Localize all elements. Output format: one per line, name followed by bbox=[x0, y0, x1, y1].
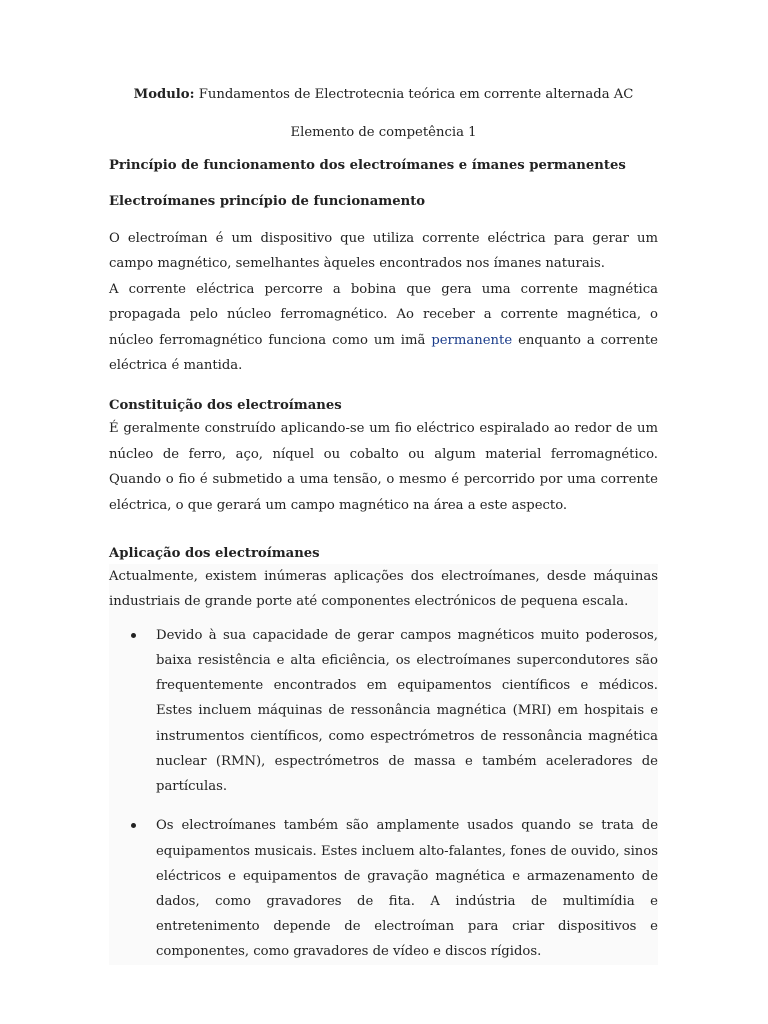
bullet-icon bbox=[131, 633, 136, 638]
list-item-text: Devido à sua capacidade de gerar campos magnéticos muito poderosos, baixa resistência e alta eficiência, os electroímanes supercondutores são frequentemente encontrados em equipamentos científicos e médicos. Estes incluem máquinas de ressonância magnética (MRI) em hospitais e instrumentos científicos, como espectrómetros de ressonância magnética nuclear (RMN), espectrómetros de massa e também aceleradores de partículas. bbox=[156, 627, 658, 795]
constitution-paragraph: É geralmente construído aplicando-se um fio eléctrico espiralado ao redor de um núcleo de ferro, aço, níquel ou cobalto ou algum material ferromagnético. Quando o fio é submetido a uma tensão, o mesmo é percorrido por uma corrente eléctrica, o que gerará um campo magnético na área a este aspecto. bbox=[109, 421, 658, 513]
document-page bbox=[109, 85, 658, 965]
competence-element: Elemento de competência 1 bbox=[290, 125, 477, 140]
list-item bbox=[109, 623, 658, 799]
application-paragraph: Actualmente, existem inúmeras aplicações dos electroímanes, desde máquinas industriais de grande porte até componentes electrónicos de pequena escala. bbox=[109, 569, 658, 610]
paragraph-2-text-end: enquanto a corrente eléctrica é mantida. bbox=[109, 332, 658, 374]
application-list bbox=[109, 623, 658, 965]
list-item-text: Os electroímanes também são amplamente usados quando se trata de equipamentos musicais. Estes incluem alto-falantes, fones de ouvido, sinos eléctricos e equipamentos de gravação magnética e armazenamento de dados, como gravadores de fita. A indústria de multimídia e entretenimento depende de electroíman para criar dispositivos e componentes, como gravadores de vídeo e discos rígidos. bbox=[156, 818, 658, 960]
module-name: Fundamentos de Electrotecnia teórica em corrente alternada AC bbox=[198, 87, 634, 102]
principle-heading: Princípio de funcionamento dos electroímanes e ímanes permanentes bbox=[109, 158, 626, 173]
electromagnet-paragraph-2 bbox=[109, 277, 658, 379]
paragraph-2-text-start: A corrente eléctrica percorre a bobina que gera uma corrente magnética propagada pelo núcleo ferromagnético. Ao receber a corrente magnética, o núcleo ferromagnético funciona como um imã bbox=[109, 281, 658, 348]
list-item bbox=[109, 813, 658, 964]
application-heading: Aplicação dos electroímanes bbox=[109, 546, 320, 562]
permanent-link[interactable]: permanente bbox=[431, 332, 513, 348]
electromagnet-paragraph-1: O electroíman é um dispositivo que utiliza corrente eléctrica para gerar um campo magnético, semelhantes àqueles encontrados nos ímanes naturais. bbox=[109, 231, 658, 272]
application-block bbox=[109, 564, 658, 964]
module-label: Modulo: bbox=[133, 87, 195, 102]
bullet-icon bbox=[131, 823, 136, 828]
electromagnet-heading: Electroímanes princípio de funcionamento bbox=[109, 194, 426, 209]
module-title bbox=[109, 85, 658, 105]
constitution-heading: Constituição dos electroímanes bbox=[109, 398, 342, 414]
